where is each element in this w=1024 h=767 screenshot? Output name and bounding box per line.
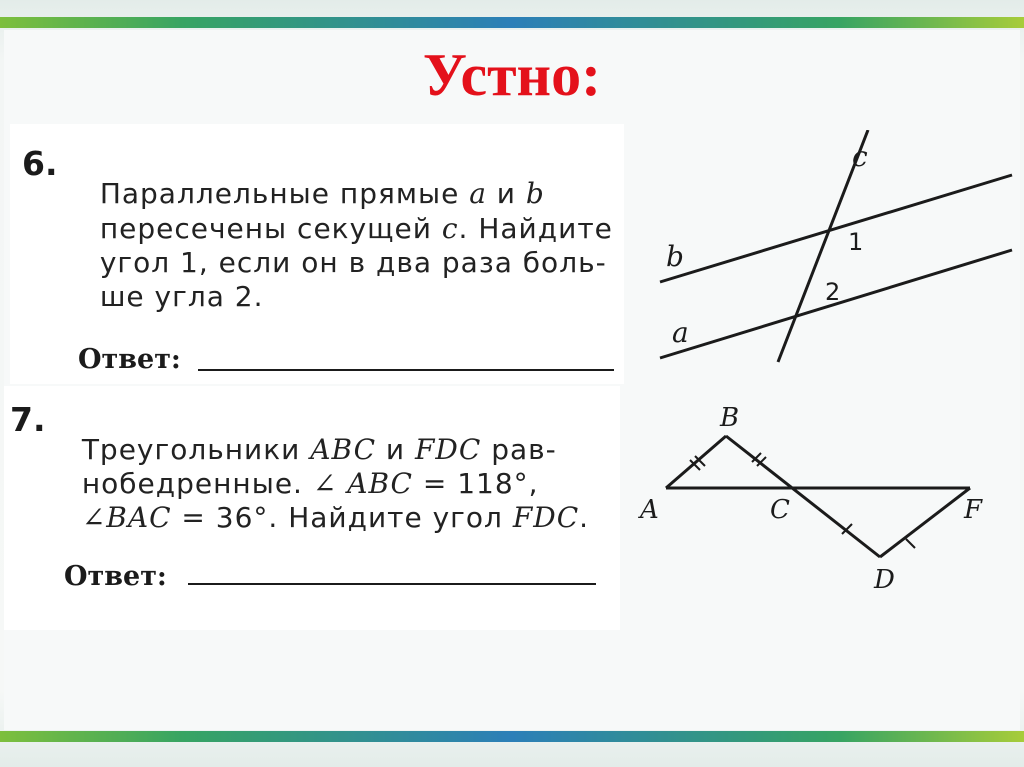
point-B-label: B bbox=[720, 403, 740, 433]
point-F-label: F bbox=[964, 495, 983, 525]
task-7-line-2: нобедренные. ∠ ABC = 118°, bbox=[81, 467, 539, 500]
equal-tick-marks bbox=[690, 453, 915, 548]
bottom-decor-band bbox=[0, 731, 1024, 742]
angle-2-label: 2 bbox=[825, 278, 841, 306]
task-7-line-3: ∠BAC = 36°. Найдите угол FDC. bbox=[81, 501, 590, 534]
point-A-label: A bbox=[640, 495, 659, 525]
segment-DF bbox=[880, 488, 970, 557]
task-6-number: 6. bbox=[22, 144, 58, 183]
point-D-label: D bbox=[874, 565, 895, 595]
task-7-line-1: Треугольники ABC и FDC рав- bbox=[81, 433, 557, 466]
task-6-answer-line[interactable] bbox=[198, 369, 614, 371]
label-c: c bbox=[852, 140, 868, 173]
segment-AB bbox=[666, 436, 726, 488]
segment-BD bbox=[726, 436, 880, 557]
task-6-line-2: пересечены секущей c. Найдите bbox=[99, 212, 613, 245]
angle-1-label: 1 bbox=[848, 228, 864, 256]
top-decor-band bbox=[0, 17, 1024, 28]
point-C-label: C bbox=[770, 495, 790, 525]
label-b: b bbox=[666, 240, 684, 273]
task-7-answer-line[interactable] bbox=[188, 583, 596, 585]
task-7-figure bbox=[630, 398, 1010, 598]
task-6-figure bbox=[640, 130, 1020, 380]
task-6-line-3: угол 1, если он в два раза боль- bbox=[99, 246, 607, 279]
task-7-answer-label: Ответ: bbox=[64, 561, 167, 592]
slide-title: Устно: bbox=[422, 42, 602, 108]
task-6-line-4: ше угла 2. bbox=[99, 280, 264, 313]
task-6-answer-label: Ответ: bbox=[78, 344, 181, 375]
task-7-number: 7. bbox=[10, 400, 46, 439]
label-a: a bbox=[672, 316, 689, 349]
task-6-line-1: Параллельные прямые a и b bbox=[99, 177, 545, 210]
